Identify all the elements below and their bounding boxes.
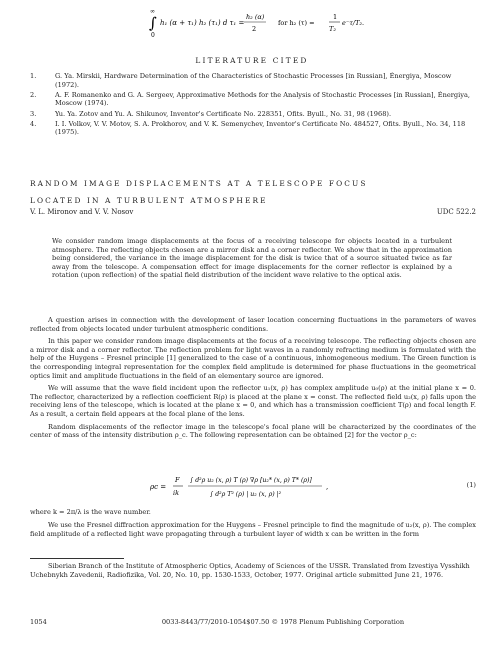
reference-list bbox=[30, 72, 470, 139]
footnote: Siberian Branch of the Institute of Atmospheric Optics, Academy of Sciences of the USSR. Translated from Izvestiya Vysshikh Uchebnykh Zavedenii, Radiofizika, Vol. 20, No. 10, pp. 1530-1533, October, 1977. Original article submitted June 21, 1976. bbox=[30, 562, 470, 579]
cond-frac-denominator: T₂ bbox=[329, 25, 336, 33]
footnote-rule bbox=[30, 558, 124, 559]
equation-graphic bbox=[30, 471, 450, 501]
article-title-line-1: RANDOM IMAGE DISPLACEMENTS AT A TELESCOPE FOCUS bbox=[30, 179, 368, 188]
literature-heading: LITERATURE CITED bbox=[195, 56, 309, 65]
abstract: We consider random image displacements at the focus of a receiving telescope for objects located in a turbulent atmosphere. The reflecting objects chosen are a mirror disk and a corner reflector. We show that in the approximation being considered, the variance in the image displacement for the disk is twice that of a source situated twice as far away from the telescope. A compensation effect for image displacements for the corner reflector is explained by a rotation (upon reflection) of the spatial field distribution of the incident wave relative to the optical axis. bbox=[52, 237, 452, 280]
eq-tail: , bbox=[326, 483, 329, 491]
body-paragraph-continued bbox=[30, 521, 476, 538]
eq-denominator: ∫ d²ρ T² (ρ) | u₂ (x, ρ) |² bbox=[210, 491, 282, 498]
body-paragraph: In this paper we consider random image displacements at the focus of a receiving telescope. The reflecting objects chosen are a mirror disk and a corner reflector. The reflection problem for light waves in a randomly refracting medium is formulated with the help of the Huygens – Fresnel principle [1] generalized to the case of a continuous, inhomogeneous medium. The Green function is the corresponding integral representation for the complex field amplitude is determined for phase fluctuations in the geometrical optics limit and amplitude fluctuations in the field of an elementary source are ignored. bbox=[30, 337, 476, 380]
page-number: 1054 bbox=[30, 618, 47, 626]
cond-tail: e⁻τ/T₂. bbox=[342, 19, 365, 27]
cond-frac-numerator: 1 bbox=[333, 13, 338, 21]
eq-numerator: ∫ d²ρ u₂ (x, ρ) T (ρ) ∇ρ [u₂* (x, ρ) T* (ρ)] bbox=[190, 477, 312, 484]
udc-code: UDC 522.2 bbox=[436, 208, 476, 216]
reference-text: G. Ya. Mirskii, Hardware Determination of the Characteristics of Stochastic Processes [in Russian], Énergiya, Moscow (1972). bbox=[55, 72, 452, 89]
where-line: where k = 2π/λ is the wave number. bbox=[30, 508, 151, 516]
article-title bbox=[30, 175, 470, 209]
condition-text: for h₂ (τ) = bbox=[278, 19, 315, 27]
reference-number: 4. bbox=[30, 119, 37, 128]
page-footer bbox=[30, 618, 476, 626]
integral-sign: ∫ bbox=[149, 14, 157, 32]
copyright-line: 0033-8443/77/2010-1054$07.50 © 1978 Plenum Publishing Corporation bbox=[161, 618, 405, 626]
reference-number: 3. bbox=[30, 109, 37, 118]
reference-number: 1. bbox=[30, 72, 37, 80]
eq-lhs: ρc = bbox=[150, 483, 167, 491]
eq-pre-numerator: F bbox=[175, 476, 180, 484]
reference-item bbox=[30, 72, 470, 89]
equation-1 bbox=[30, 471, 476, 501]
authors: V. L. Mironov and V. V. Nosov bbox=[30, 208, 134, 216]
article-title-line-2: LOCATED IN A TURBULENT ATMOSPHERE bbox=[30, 196, 268, 205]
body-paragraph: We will assume that the wave field incident upon the reflector u₁(x, ρ) has complex amplitude u₀(ρ) at the initial plane x = 0. The reflector, characterized by a reflection coefficient R(ρ) is placed at the plane x = const. The reflected field u₂(x, ρ) falls upon the receiving lens of the telescope, which is located at the plane x = 0, and which has a transmission coefficient T(ρ) and focal length F. As a result, a certain field appears at the focal plane of the lens. bbox=[30, 384, 476, 418]
body-text bbox=[30, 316, 476, 444]
reference-item bbox=[30, 91, 470, 108]
reference-text: I. I. Volkov, V. V. Motov, S. A. Prokhorov, and V. K. Semenychev, Inventor's Certificate No. 484527, Ofits. Byull., No. 34, 118 (1975). bbox=[55, 119, 466, 137]
integrand: h₁ (α + τ₁) h₂ (τ₁) d τ₁ = bbox=[160, 19, 245, 27]
reference-text: A. F. Romanenko and G. A. Sergeev, Approximative Methods for the Analysis of Stochastic Processes [in Russian], Énergiya, Moscow (1974). bbox=[55, 90, 471, 108]
top-formula bbox=[140, 4, 370, 40]
integral-lower: 0 bbox=[151, 32, 155, 39]
reference-text: Yu. Ya. Zotov and Yu. A. Shikunov, Inventor's Certificate No. 228351, Ofits. Byull., No. 31, 98 (1968). bbox=[55, 109, 392, 118]
body-paragraph: We use the Fresnel diffraction approximation for the Huygens – Fresnel principle to find the magnitude of u₂(x, ρ). The complex field amplitude of a reflected light wave propagating through a turbulent layer of width x can be written in the form bbox=[30, 521, 476, 538]
reference-number: 2. bbox=[30, 90, 37, 99]
reference-item bbox=[30, 120, 470, 137]
body-paragraph: Random displacements of the reflector image in the telescope's focal plane will be characterized by the coordinates of the center of mass of the intensity distribution ρ_c. The following representation can be obtained [2] for the vector ρ_c: bbox=[30, 422, 476, 440]
eq-pre-denominator: ik bbox=[173, 489, 180, 497]
frac-denominator: 2 bbox=[252, 25, 257, 33]
integral-upper: ∞ bbox=[150, 8, 155, 15]
equation-number: (1) bbox=[466, 481, 476, 489]
body-paragraph: A question arises in connection with the development of laser location concerning fluctuations in the parameters of waves reflected from objects located under turbulent atmospheric conditions. bbox=[30, 316, 476, 333]
reference-item bbox=[30, 110, 470, 119]
frac-numerator: h₂ (α) bbox=[246, 13, 265, 21]
authors-line bbox=[30, 208, 476, 216]
